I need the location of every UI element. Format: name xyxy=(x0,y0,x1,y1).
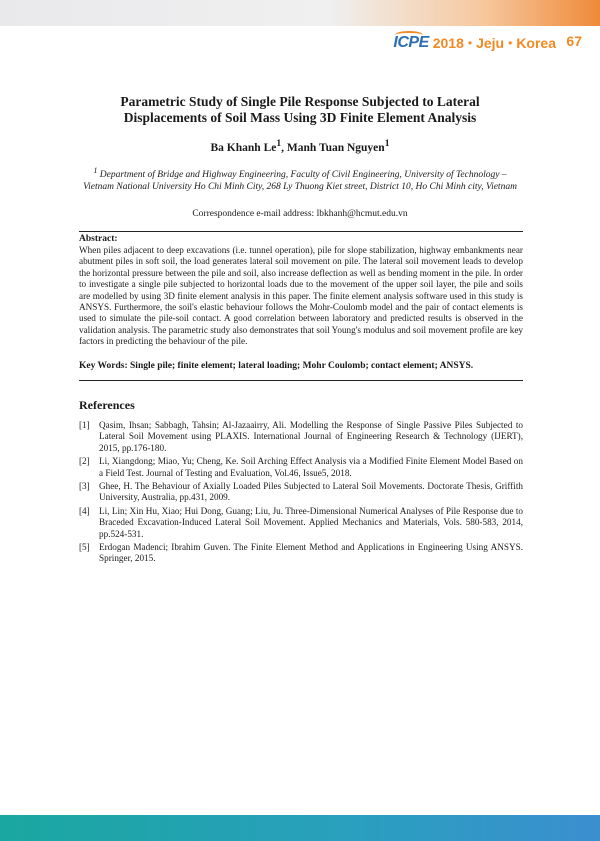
title-line-2: Displacements of Soil Mass Using 3D Finite Element Analysis xyxy=(123,110,477,125)
reference-text: Erdogan Madenci; Ibrahim Guven. The Finite Element Method and Applications in Engineering Using ANSYS. Springer, 2015. xyxy=(99,542,523,564)
conference-logo xyxy=(393,33,556,53)
conference-city: Jeju xyxy=(476,35,505,51)
separator-dot: • xyxy=(467,36,473,50)
reference-number: [3] xyxy=(79,481,90,492)
reference-text: Qasim, Ihsan; Sabbagh, Tahsin; Al-Jazaairry, Ali. Modelling the Response of Single Passive Piles Subjected to Lateral Soil Movement using PLAXIS. International Journal of Engineering Research & Technology (IJERT), 2015, pp.176-180. xyxy=(99,420,523,453)
reference-item xyxy=(79,542,523,565)
author-affiliation-mark: 1 xyxy=(276,138,282,149)
abstract-heading: Abstract: xyxy=(79,234,118,244)
reference-text: Ghee, H. The Behaviour of Axially Loaded Piles Subjected to Lateral Soil Movements. Doctorate Thesis, Griffith University, Australia, pp.431, 2009. xyxy=(99,481,523,503)
author-name: Manh Tuan Nguyen xyxy=(286,141,385,154)
reference-number: [5] xyxy=(79,542,90,553)
affiliation xyxy=(80,165,520,193)
conference-logo-mark: ICPE xyxy=(393,34,428,52)
references-heading: References xyxy=(79,398,135,412)
reference-item xyxy=(79,456,523,479)
title-line-1: Parametric Study of Single Pile Response Subjected to Lateral xyxy=(120,94,480,109)
reference-text: Li, Xiangdong; Miao, Yu; Cheng, Ke. Soil Arching Effect Analysis via a Modified Finite Element Model Based on a Field Test. Journal of Testing and Evaluation, Vol.46, Issue5, 2018. xyxy=(99,456,523,478)
keywords: Key Words: Single pile; finite element; lateral loading; Mohr Coulomb; contact element; ANSYS. xyxy=(79,361,474,371)
author-name: Ba Khanh Le xyxy=(210,141,277,154)
header-band xyxy=(0,0,600,26)
reference-item xyxy=(79,420,523,454)
reference-item xyxy=(79,481,523,504)
abstract-top-rule xyxy=(79,231,523,232)
page-number: 67 xyxy=(566,33,582,49)
paper-title xyxy=(60,94,540,126)
reference-text: Li, Lin; Xin Hu, Xiao; Hui Dong, Guang; Liu, Ju. Three-Dimensional Numerical Analyses of Pile Response due to Braceded Excavation-Induced Lateral Soil Movement. Applied Mechanics and Materials, Vols. 580-583, 2014, pp.524-531. xyxy=(99,505,523,539)
abstract-bottom-rule xyxy=(79,380,523,381)
reference-number: [2] xyxy=(79,456,90,467)
reference-number: [4] xyxy=(79,505,90,516)
reference-number: [1] xyxy=(79,420,90,430)
affiliation-text: Department of Bridge and Highway Engineering, Faculty of Civil Engineering, University of Technology – Vietnam National University Ho Chi Minh City, 268 Ly Thuong Kiet street, District 10, Ho Chi Minh city, Vietnam xyxy=(83,170,517,192)
author-separator: , xyxy=(281,141,287,154)
conference-year: 2018 xyxy=(432,35,464,51)
abstract-text: When piles adjacent to deep excavations (i.e. tunnel operation), pile for slope stabilization, highway embankments near abutment piles in soft soil, the load generates lateral soil movement on pile. The lateral soil movement leads to develop the horizontal pressure between the pile and soil, also increase deflection as well as bending moment in the pile. In order to investigate a single pile subjected to horizontal loads due to the movement of the upper soil layer, the pile and soils are modelled by using 3D finite element analysis in this paper. The finite element analysis software used in this study is ANSYS. Furthermore, the soil's elastic behaviour follows the Mohr-Coulomb model and the pair of contact elements is used to simulate the pile-soil contact. A good correlation between laboratory and predicted results is observed in the validation analysis. The parametric study also demonstrates that soil Young's modulus and soil movement profile are key factors in predicting the behaviour of the pile. xyxy=(79,245,523,347)
reference-item xyxy=(79,506,523,540)
correspondence-email: Correspondence e-mail address: lbkhanh@hcmut.edu.vn xyxy=(192,209,408,219)
reference-list xyxy=(79,420,523,567)
conference-country: Korea xyxy=(516,35,556,51)
author-affiliation-mark: 1 xyxy=(384,138,390,149)
author-list xyxy=(60,138,540,154)
footer-band xyxy=(0,815,600,841)
separator-dot: • xyxy=(508,36,513,50)
affiliation-mark: 1 xyxy=(93,166,98,175)
